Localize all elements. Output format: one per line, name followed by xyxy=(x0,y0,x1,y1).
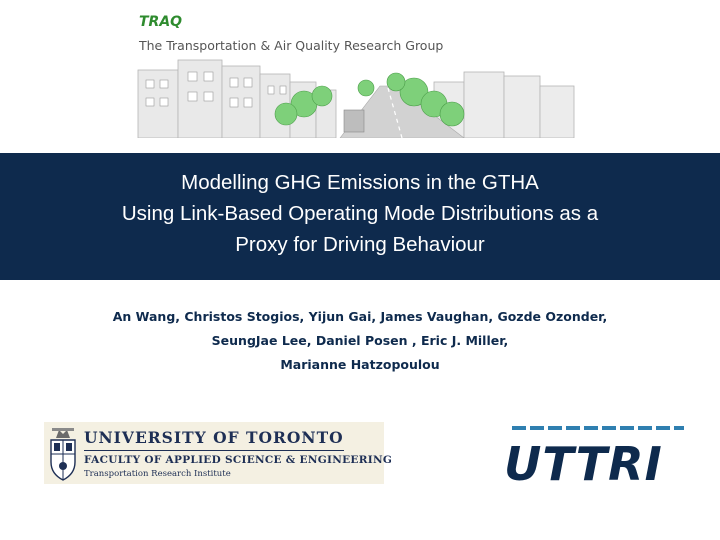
authors-line-3: Marianne Hatzopoulou xyxy=(280,357,440,372)
author-list xyxy=(0,305,720,377)
uttri-wordmark: UTTRI xyxy=(504,437,663,486)
uoft-faculty: FACULTY OF APPLIED SCIENCE & ENGINEERING xyxy=(84,454,393,466)
presentation-title xyxy=(0,167,720,260)
title-line-1: Modelling GHG Emissions in the GTHA xyxy=(181,171,539,194)
authors-line-2: SeungJae Lee, Daniel Posen , Eric J. Miller, xyxy=(211,333,509,348)
traq-subtitle: The Transportation & Air Quality Research Group xyxy=(139,38,444,53)
street-sketch-illustration xyxy=(134,52,578,138)
authors-line-1: An Wang, Christos Stogios, Yijun Gai, James Vaughan, Gozde Ozonder, xyxy=(112,309,608,324)
uttri-logo xyxy=(502,424,686,486)
title-banner xyxy=(0,153,720,280)
uttri-dash-stripe xyxy=(512,426,684,430)
title-line-3: Proxy for Driving Behaviour xyxy=(235,233,485,256)
uoft-name: UNIVERSITY OF TORONTO xyxy=(84,428,344,447)
title-line-2: Using Link-Based Operating Mode Distributions as a xyxy=(121,202,599,225)
crest-icon xyxy=(46,424,80,482)
uoft-institute: Transportation Research Institute xyxy=(84,469,231,479)
uoft-divider xyxy=(84,450,344,451)
university-of-toronto-logo xyxy=(44,422,393,484)
traq-label: TRAQ xyxy=(139,14,183,30)
